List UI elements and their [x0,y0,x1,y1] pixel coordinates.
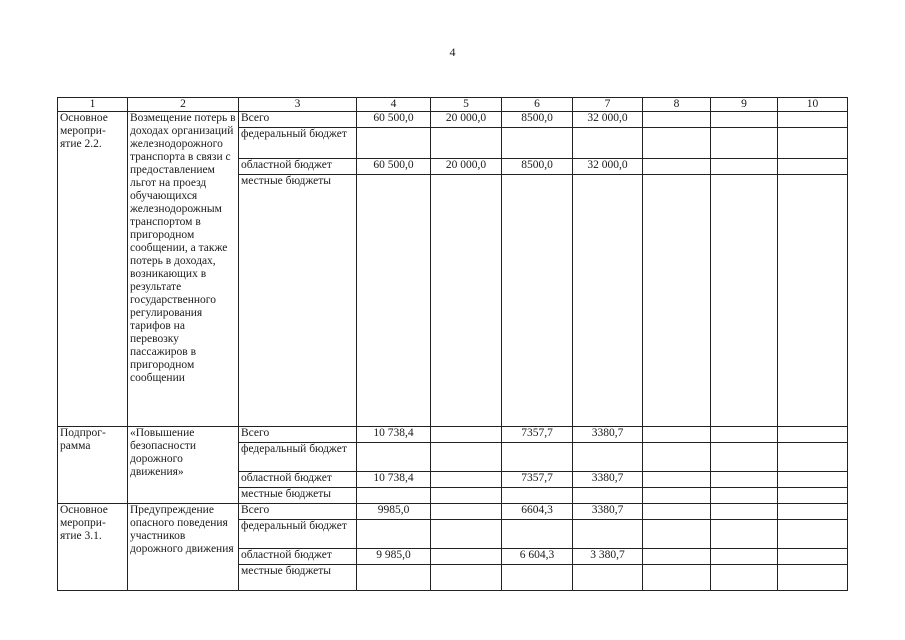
column-header: 10 [778,98,848,112]
value-cell [778,128,848,159]
value-cell [711,472,778,488]
value-cell [573,128,643,159]
value-cell [643,472,711,488]
page-number: 4 [449,45,456,59]
value-cell: 9985,0 [357,504,431,520]
value-cell [573,520,643,549]
activity-title: «Повышение безопасности дорожного движения» [128,427,239,504]
column-header: 2 [128,98,239,112]
value-cell [431,565,502,591]
value-cell [778,159,848,175]
activity-title: Предупреждение опасного поведения участников дорожного движения [128,504,239,591]
value-cell [431,520,502,549]
value-cell [778,112,848,128]
value-cell [357,128,431,159]
value-cell [357,565,431,591]
column-header: 4 [357,98,431,112]
column-header: 3 [239,98,357,112]
value-cell [711,427,778,443]
funding-source: федеральный бюджет [239,520,357,549]
value-cell [357,488,431,504]
activity-code: Основное меропри-ятие 3.1. [58,504,128,591]
value-cell: 60 500,0 [357,112,431,128]
value-cell: 10 738,4 [357,427,431,443]
value-cell: 32 000,0 [573,112,643,128]
value-cell [778,504,848,520]
value-cell [711,488,778,504]
value-cell: 7357,7 [502,427,573,443]
value-cell [778,520,848,549]
value-cell [643,520,711,549]
value-cell: 3380,7 [573,472,643,488]
value-cell [502,488,573,504]
value-cell [778,175,848,427]
value-cell [711,159,778,175]
table-row [58,427,848,443]
value-cell [431,443,502,472]
value-cell: 6604,3 [502,504,573,520]
value-cell: 8500,0 [502,112,573,128]
value-cell: 10 738,4 [357,472,431,488]
value-cell: 60 500,0 [357,159,431,175]
value-cell [431,175,502,427]
value-cell [643,159,711,175]
column-header: 8 [643,98,711,112]
value-cell [778,549,848,565]
value-cell [711,549,778,565]
value-cell [778,472,848,488]
value-cell: 20 000,0 [431,112,502,128]
funding-source: областной бюджет [239,159,357,175]
column-header: 1 [58,98,128,112]
value-cell [431,472,502,488]
header-row [58,98,848,112]
funding-source: областной бюджет [239,549,357,565]
value-cell [643,504,711,520]
funding-source: Всего [239,112,357,128]
value-cell [711,520,778,549]
value-cell [502,520,573,549]
value-cell [573,488,643,504]
value-cell [711,128,778,159]
column-header: 6 [502,98,573,112]
value-cell: 7357,7 [502,472,573,488]
activity-code: Основное меропри-ятие 2.2. [58,112,128,427]
column-header: 7 [573,98,643,112]
column-header: 5 [431,98,502,112]
value-cell [357,520,431,549]
value-cell: 9 985,0 [357,549,431,565]
funding-source: областной бюджет [239,472,357,488]
value-cell [643,175,711,427]
value-cell [573,175,643,427]
value-cell [431,488,502,504]
value-cell [431,549,502,565]
value-cell [778,565,848,591]
funding-source: Всего [239,504,357,520]
value-cell [711,504,778,520]
value-cell: 3 380,7 [573,549,643,565]
value-cell [502,128,573,159]
value-cell [573,565,643,591]
value-cell [431,128,502,159]
value-cell [643,128,711,159]
funding-source: местные бюджеты [239,488,357,504]
value-cell [573,443,643,472]
funding-source: местные бюджеты [239,175,357,427]
value-cell: 3380,7 [573,504,643,520]
value-cell [643,112,711,128]
value-cell [502,175,573,427]
value-cell: 20 000,0 [431,159,502,175]
budget-table [57,97,848,591]
value-cell [357,443,431,472]
value-cell: 3380,7 [573,427,643,443]
activity-title: Возмещение потерь в доходах организаций железнодорожного транспорта в связи с предоставлением льгот на проезд обучающихся железнодорожным транспортом в пригородном сообщении, а также потерь в доходах, возникающих в результате государственного регулирования тарифов на перевозку пассажиров в пригородном сообщении [128,112,239,427]
value-cell: 8500,0 [502,159,573,175]
funding-source: федеральный бюджет [239,128,357,159]
value-cell [502,565,573,591]
table-row [58,504,848,520]
value-cell [711,565,778,591]
value-cell [502,443,573,472]
value-cell [778,427,848,443]
funding-source: Всего [239,427,357,443]
value-cell [643,488,711,504]
value-cell [711,112,778,128]
value-cell [643,565,711,591]
value-cell [711,443,778,472]
value-cell [431,427,502,443]
activity-code: Подпрог-рамма [58,427,128,504]
funding-source: местные бюджеты [239,565,357,591]
value-cell [643,443,711,472]
column-header: 9 [711,98,778,112]
value-cell: 6 604,3 [502,549,573,565]
value-cell [357,175,431,427]
table-row [58,112,848,128]
value-cell [778,443,848,472]
funding-source: федеральный бюджет [239,443,357,472]
value-cell [431,504,502,520]
value-cell [643,427,711,443]
value-cell [711,175,778,427]
value-cell: 32 000,0 [573,159,643,175]
value-cell [778,488,848,504]
value-cell [643,549,711,565]
